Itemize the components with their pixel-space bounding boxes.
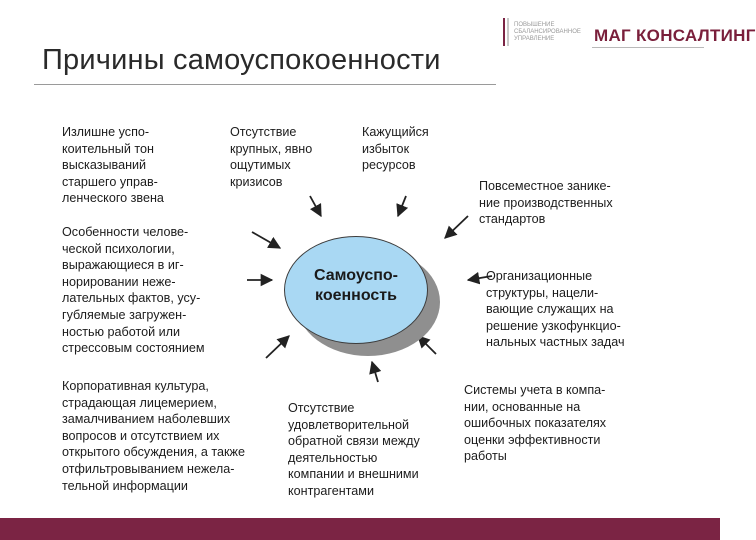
arrow-feedback: [372, 362, 378, 382]
cause-line: ощутимых: [230, 158, 291, 173]
cause-line: старшего управ-: [62, 174, 158, 189]
cause-line: стандартов: [479, 212, 546, 227]
company-logo: МАГ КОНСАЛТИНГ: [594, 26, 756, 45]
cause-line: крупных, явно: [230, 141, 313, 156]
cause-crises: [230, 124, 312, 190]
cause-line: Отсутствие: [230, 125, 297, 139]
cause-tone: [62, 124, 164, 207]
central-node-label: [284, 266, 428, 306]
cause-accounting: [464, 382, 606, 465]
cause-line: ленческого звена: [62, 191, 164, 206]
cause-line: вающие служащих на: [486, 302, 614, 317]
cause-line: избыток: [362, 141, 410, 156]
cause-line: Организационные: [486, 269, 593, 283]
cause-line: ностью работой или: [62, 324, 181, 339]
cause-line: Корпоративная культура,: [62, 379, 209, 393]
cause-line: Особенности челове-: [62, 225, 189, 239]
cause-line: замалчиванием наболевших: [62, 412, 231, 427]
cause-line: отфильтровыванием нежела-: [62, 461, 235, 476]
cause-line: коительный тон: [62, 141, 154, 156]
cause-line: губляемые загружен-: [62, 307, 187, 322]
logo-tagline-line: УПРАВЛЕНИЕ: [514, 36, 555, 42]
cause-feedback: [288, 400, 420, 500]
cause-line: страдающая лицемерием,: [62, 395, 217, 410]
cause-line: ошибочных показателях: [464, 416, 607, 431]
cause-line: Повсеместное занике-: [479, 179, 611, 193]
arrow-crises: [310, 196, 321, 216]
cause-standards: [479, 178, 613, 228]
arrow-tone: [252, 232, 280, 248]
cause-structures: [486, 268, 625, 351]
cause-line: контрагентами: [288, 483, 374, 498]
cause-line: стрессовым состоянием: [62, 341, 205, 356]
cause-line: оценки эффективности: [464, 432, 601, 447]
cause-line: ресурсов: [362, 158, 416, 173]
cause-line: тельной информации: [62, 478, 188, 493]
cause-line: ние производственных: [479, 195, 613, 210]
cause-resources: [362, 124, 429, 174]
cause-line: кризисов: [230, 174, 283, 189]
cause-line: Системы учета в компа-: [464, 383, 606, 397]
cause-line: обратной связи между: [288, 434, 420, 449]
logo-tagline-line: СБАЛАНСИРОВАННОЕ: [514, 29, 581, 35]
cause-line: деятельностью: [288, 450, 378, 465]
logo-tagline-line: ПОВЫШЕНИЕ: [514, 22, 555, 28]
central-node-line: Самоуспо-: [314, 267, 398, 284]
cause-culture: [62, 378, 245, 494]
cause-line: вопросов и отсутствием их: [62, 428, 220, 443]
cause-line: компании и внешними: [288, 467, 419, 482]
cause-line: нии, основанные на: [464, 399, 581, 414]
cause-psychology: [62, 224, 205, 357]
page-title: Причины самоуспокоенности: [42, 44, 441, 76]
cause-line: структуры, нацели-: [486, 285, 599, 300]
arrow-resources: [398, 196, 406, 216]
cause-line: удовлетворительной: [288, 417, 410, 432]
cause-line: выражающиеся в иг-: [62, 258, 184, 273]
cause-line: Излишне успо-: [62, 125, 150, 139]
arrow-standards: [445, 216, 468, 238]
central-node-line: коенность: [315, 287, 397, 304]
cause-line: нальных частных задач: [486, 335, 625, 350]
cause-line: работы: [464, 449, 507, 464]
cause-line: Отсутствие: [288, 401, 355, 415]
footer-bar: [0, 518, 720, 540]
cause-line: Кажущийся: [362, 125, 429, 139]
cause-line: решение узкофункцио-: [486, 318, 621, 333]
cause-line: лательных фактов, усу-: [62, 291, 201, 306]
cause-line: норировании неже-: [62, 274, 176, 289]
cause-line: высказываний: [62, 158, 147, 173]
cause-line: открытого обсуждения, а также: [62, 445, 245, 460]
cause-line: ческой психологии,: [62, 241, 175, 256]
central-node: [284, 236, 444, 358]
